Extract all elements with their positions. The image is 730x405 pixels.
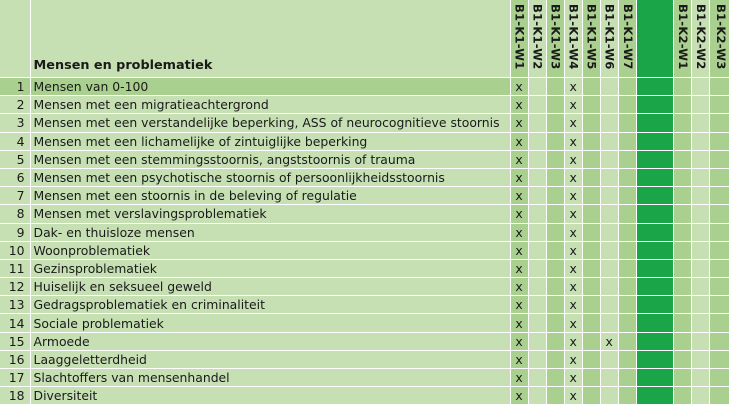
mark-cell [709,114,729,132]
mark-cell [600,369,618,387]
mark-cell [546,350,564,368]
mark-cell [546,314,564,332]
mark-cell [673,259,691,277]
col-header-label: B1-K1-W7 [620,4,635,70]
header-row [0,0,730,78]
mark-cell: x [510,205,528,223]
mark-cell [673,132,691,150]
row-number: 8 [0,205,30,223]
mark-cell [582,78,600,96]
table-row [0,168,730,186]
mark-cell [618,350,636,368]
mark-cell [673,223,691,241]
mark-cell: x [564,332,582,350]
mark-cell: x [564,132,582,150]
separator-cell [636,205,673,223]
mark-cell: x [564,96,582,114]
mark-cell [528,259,546,277]
table-row [0,223,730,241]
mark-cell: x [510,132,528,150]
separator-cell [636,369,673,387]
mark-cell: x [510,369,528,387]
mark-cell [546,369,564,387]
mark-cell: x [510,187,528,205]
mark-cell [691,332,709,350]
header-number-cell [0,0,30,78]
row-number: 1 [0,78,30,96]
mark-cell [600,168,618,186]
mark-cell [709,205,729,223]
col-header-label: B1-K1-W2 [530,4,545,70]
mark-cell [673,187,691,205]
table-row [0,205,730,223]
mark-cell [528,369,546,387]
col-header-b1-k1-w5 [582,0,600,78]
mark-cell [709,96,729,114]
row-label: Mensen met een psychotische stoornis of persoonlijkheidsstoornis [30,168,510,186]
mark-cell: x [564,314,582,332]
col-header-b1-k2-w1 [673,0,691,78]
mark-cell [618,314,636,332]
mark-cell: x [600,332,618,350]
mark-cell [546,150,564,168]
mark-cell [582,114,600,132]
mark-cell: x [564,296,582,314]
row-number: 17 [0,369,30,387]
mark-cell [528,332,546,350]
mark-cell [691,296,709,314]
mark-cell [691,78,709,96]
mark-cell [528,96,546,114]
separator-cell [636,168,673,186]
mark-cell [546,205,564,223]
mark-cell [673,241,691,259]
mark-cell: x [510,150,528,168]
row-number: 4 [0,132,30,150]
table-row [0,332,730,350]
mark-cell [709,350,729,368]
table-row [0,241,730,259]
mark-cell [673,168,691,186]
mark-cell [600,205,618,223]
separator-cell [636,78,673,96]
mark-cell: x [510,259,528,277]
mark-cell [673,369,691,387]
mark-cell [528,150,546,168]
mark-cell [600,223,618,241]
mark-cell [546,78,564,96]
mark-cell [528,387,546,405]
mark-cell: x [510,96,528,114]
mark-cell: x [564,241,582,259]
mark-cell [618,278,636,296]
mark-cell [582,350,600,368]
row-label: Gezinsproblematiek [30,259,510,277]
mark-cell [709,150,729,168]
mark-cell: x [510,278,528,296]
table-row [0,132,730,150]
mark-cell: x [564,187,582,205]
table-row [0,187,730,205]
mark-cell [709,259,729,277]
mark-cell [546,296,564,314]
row-number: 13 [0,296,30,314]
row-label: Laaggeletterdheid [30,350,510,368]
mark-cell [582,259,600,277]
separator-cell [636,150,673,168]
mark-cell [618,114,636,132]
mark-cell [673,387,691,405]
row-number: 16 [0,350,30,368]
mark-cell: x [564,150,582,168]
col-header-label: B1-K2-W1 [675,4,690,70]
mark-cell [691,259,709,277]
mark-cell [709,278,729,296]
mark-cell [600,132,618,150]
separator-cell [636,296,673,314]
mark-cell: x [510,241,528,259]
mark-cell [618,296,636,314]
row-label: Huiselijk en seksueel geweld [30,278,510,296]
mark-cell: x [564,78,582,96]
mark-cell [618,96,636,114]
mark-cell [528,114,546,132]
mark-cell: x [510,332,528,350]
mark-cell [600,296,618,314]
mark-cell [528,187,546,205]
mark-cell [582,168,600,186]
mark-cell [618,150,636,168]
mark-cell [582,241,600,259]
mark-cell [546,96,564,114]
row-label: Armoede [30,332,510,350]
mark-cell [600,350,618,368]
row-number: 3 [0,114,30,132]
mark-cell [582,332,600,350]
mark-cell [618,241,636,259]
mark-cell [546,168,564,186]
table-body [0,78,730,405]
mark-cell [673,278,691,296]
mark-cell [691,387,709,405]
mark-cell [691,114,709,132]
mark-cell: x [510,168,528,186]
mark-cell [546,132,564,150]
row-label: Woonproblematiek [30,241,510,259]
col-header-label: B1-K1-W3 [548,4,563,70]
mark-cell [582,223,600,241]
mark-cell [546,241,564,259]
mark-cell [528,314,546,332]
table-row [0,114,730,132]
mark-cell [582,278,600,296]
mark-cell [691,278,709,296]
row-number: 11 [0,259,30,277]
separator-cell [636,259,673,277]
mark-cell [673,114,691,132]
mark-cell: x [510,296,528,314]
mark-cell: x [564,259,582,277]
row-label: Mensen van 0-100 [30,78,510,96]
mark-cell: x [510,223,528,241]
mark-cell [709,332,729,350]
mark-cell [600,314,618,332]
col-header-b1-k1-w3 [546,0,564,78]
table-row [0,278,730,296]
table-row [0,350,730,368]
mark-cell [673,78,691,96]
mark-cell [691,132,709,150]
mark-cell [673,96,691,114]
row-number: 12 [0,278,30,296]
mark-cell [709,314,729,332]
row-number: 18 [0,387,30,405]
row-number: 10 [0,241,30,259]
mark-cell [709,296,729,314]
mark-cell [691,350,709,368]
mark-cell [546,187,564,205]
mark-cell [691,205,709,223]
mark-cell [673,350,691,368]
row-label: Diversiteit [30,387,510,405]
mark-cell [691,369,709,387]
mark-cell: x [564,278,582,296]
mark-cell [673,150,691,168]
mark-cell [709,241,729,259]
table-row [0,78,730,96]
mark-cell [546,387,564,405]
separator-cell [636,278,673,296]
mark-cell [528,350,546,368]
table-row [0,96,730,114]
col-header-b1-k1-w6 [600,0,618,78]
mark-cell [582,296,600,314]
mark-cell [618,332,636,350]
mark-cell [582,150,600,168]
row-label: Mensen met een stemmingsstoornis, angststoornis of trauma [30,150,510,168]
mark-cell [546,114,564,132]
mark-cell [691,150,709,168]
table-row [0,296,730,314]
mark-cell: x [510,387,528,405]
col-header-label: B1-K1-W1 [512,4,527,70]
row-number: 6 [0,168,30,186]
mark-cell [709,387,729,405]
table-row [0,314,730,332]
mark-cell: x [510,78,528,96]
mark-cell [546,332,564,350]
mark-cell [600,114,618,132]
col-header-label: B1-K2-W3 [714,4,728,70]
col-header-b1-k2-w2 [691,0,709,78]
mark-cell [600,150,618,168]
mark-cell [618,168,636,186]
mark-cell [582,205,600,223]
col-header-b1-k1-w2 [528,0,546,78]
mark-cell: x [564,114,582,132]
col-header-label: B1-K1-W5 [584,4,599,70]
mark-cell [582,96,600,114]
mark-cell [600,78,618,96]
row-label: Mensen met een stoornis in de beleving of regulatie [30,187,510,205]
mark-cell [709,132,729,150]
mark-cell [709,168,729,186]
row-label: Mensen met een migratieachtergrond [30,96,510,114]
separator-cell [636,350,673,368]
mark-cell [582,187,600,205]
col-header-b1-k1-w7 [618,0,636,78]
mark-cell: x [510,114,528,132]
col-header-b1-k1-w4 [564,0,582,78]
separator-cell [636,187,673,205]
mark-cell [618,223,636,241]
mark-cell [600,187,618,205]
mark-cell [709,187,729,205]
mark-cell [673,205,691,223]
mark-cell: x [564,205,582,223]
row-number: 2 [0,96,30,114]
mark-cell [528,296,546,314]
separator-cell [636,387,673,405]
col-header-label: B1-K1-W6 [602,4,617,70]
mark-cell [582,387,600,405]
mark-cell [618,369,636,387]
mark-cell [709,369,729,387]
mark-cell [528,278,546,296]
mark-cell [691,223,709,241]
row-label: Sociale problematiek [30,314,510,332]
mark-cell: x [564,168,582,186]
row-label: Gedragsproblematiek en criminaliteit [30,296,510,314]
col-header-label: B1-K1-W4 [566,4,581,70]
col-header-label: B1-K2-W2 [693,4,708,70]
col-header-separator [636,0,673,78]
row-label: Mensen met een verstandelijke beperking, ASS of neurocognitieve stoornis [30,114,510,132]
mark-cell [582,369,600,387]
mark-cell [546,223,564,241]
mark-cell [600,241,618,259]
mark-cell [582,132,600,150]
mark-cell [673,332,691,350]
row-number: 5 [0,150,30,168]
mark-cell [691,168,709,186]
mark-cell [528,205,546,223]
separator-cell [636,132,673,150]
row-label: Dak- en thuisloze mensen [30,223,510,241]
row-number: 15 [0,332,30,350]
separator-cell [636,96,673,114]
mark-cell [618,205,636,223]
mark-cell: x [564,369,582,387]
mark-cell [528,223,546,241]
mark-cell [528,241,546,259]
mark-cell [528,132,546,150]
mark-cell [691,241,709,259]
mark-cell [673,314,691,332]
mark-cell: x [510,350,528,368]
separator-cell [636,241,673,259]
table-row [0,369,730,387]
mark-cell [618,132,636,150]
separator-cell [636,314,673,332]
table-row [0,259,730,277]
mark-cell [546,259,564,277]
mark-cell [691,187,709,205]
mark-cell [528,168,546,186]
row-number: 9 [0,223,30,241]
mark-cell [618,78,636,96]
row-number: 14 [0,314,30,332]
mark-cell [600,387,618,405]
row-label: Mensen met verslavingsproblematiek [30,205,510,223]
mark-cell [600,259,618,277]
mark-cell [618,259,636,277]
mark-cell [709,223,729,241]
mark-cell [528,78,546,96]
mark-cell: x [564,223,582,241]
mark-cell: x [564,387,582,405]
mark-cell [691,96,709,114]
mark-cell [618,387,636,405]
mark-cell: x [510,314,528,332]
mark-cell [709,78,729,96]
mark-cell [582,314,600,332]
row-label: Slachtoffers van mensenhandel [30,369,510,387]
table-row [0,387,730,405]
mark-cell [600,96,618,114]
mark-cell [691,314,709,332]
table-row [0,150,730,168]
separator-cell [636,223,673,241]
col-header-b1-k2-w3 [709,0,729,78]
mark-cell [673,296,691,314]
mark-cell [546,278,564,296]
mark-cell: x [564,350,582,368]
row-label: Mensen met een lichamelijke of zintuiglijke beperking [30,132,510,150]
col-header-b1-k1-w1 [510,0,528,78]
row-number: 7 [0,187,30,205]
separator-cell [636,114,673,132]
table-title: Mensen en problematiek [30,0,510,78]
separator-cell [636,332,673,350]
mark-cell [600,278,618,296]
mark-cell [618,187,636,205]
